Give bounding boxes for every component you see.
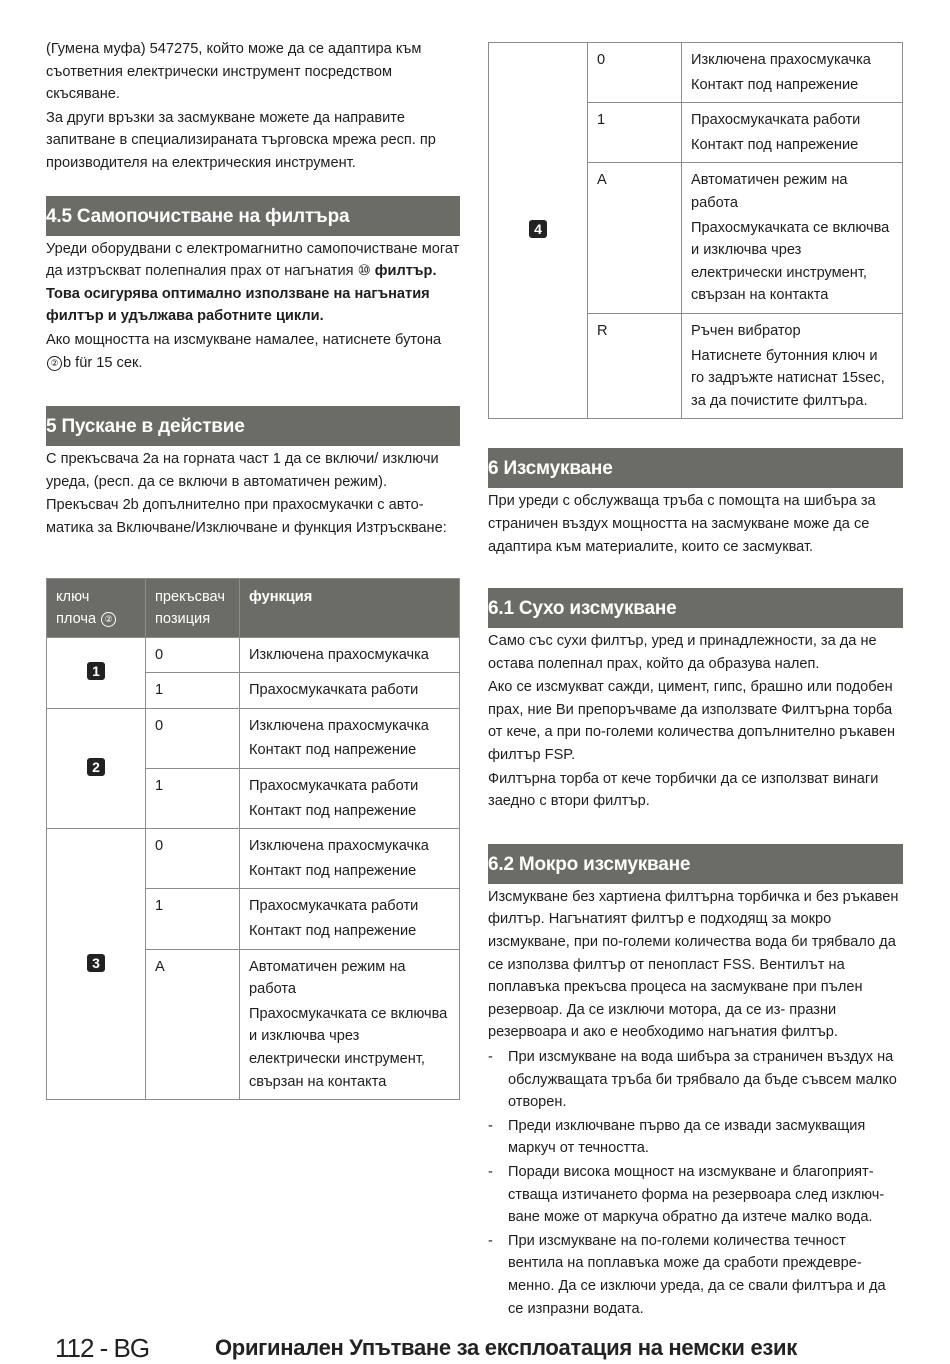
- key-plate-cell: [47, 637, 146, 708]
- function-line: Прахосмукачката работи: [249, 898, 419, 915]
- section-6-1-paragraph-2: Ако се изсмукват сажди, цимент, гипс, брашно или подобен прах, ние Ви препоръчваме да използвате Филтърна торба от кече, а при по-големи количества допълнително ръкавен филтър FSP.: [488, 679, 896, 764]
- section-5-heading: 5 Пускане в действие: [46, 406, 460, 446]
- function-cell: [240, 829, 460, 889]
- function-line: Изключена прахосмукачка: [249, 838, 429, 855]
- switch-position-cell: 1: [146, 673, 240, 709]
- function-line: Ръчен вибратор: [691, 322, 801, 339]
- header-pos-line2: позиция: [155, 611, 211, 628]
- table-row: [489, 43, 903, 103]
- key-plate-badge: 2: [87, 758, 105, 776]
- header-pos-line1: прекъсвач: [155, 588, 225, 605]
- key-plate-badge: 1: [87, 662, 105, 680]
- function-line: Прахосмукачката се включва и изключва чрез електрически инструмент, свързан на контакта: [249, 1005, 448, 1090]
- function-line: Изключена прахосмукачка: [249, 646, 429, 663]
- intro-paragraph-2: За други връзки за засмукване можете да направите запитване в специализираната търговска мрежа респ. пр производителя на електрическия инструмент.: [46, 109, 436, 171]
- header-key-ref: ②: [101, 612, 116, 627]
- filter-ref-number: ⑩: [357, 263, 371, 280]
- section-4-5-text-c: b für 15 сек.: [63, 354, 143, 371]
- section-6-1-heading: 6.1 Сухо изсмукване: [488, 588, 903, 628]
- list-item: - При изсмукване на по-големи количества течност вентила на поплавъка може да сработи преждевре- менно. Да се изключи уреда, да се свали филтъра и да се изпразни водата.: [488, 1230, 903, 1320]
- function-cell: [240, 949, 460, 1100]
- wet-vacuum-bullet-list: [488, 1046, 903, 1320]
- section-6-2-heading: 6.2 Мокро изсмукване: [488, 844, 903, 884]
- switch-position-cell: 0: [146, 637, 240, 673]
- section-6-1-body: [488, 630, 903, 813]
- function-line: Автоматичен режим на работа: [691, 172, 848, 211]
- footer-title: Оригинален Упътване за експлоатация на немски език: [215, 1335, 797, 1360]
- function-line: Прахосмукачката работи: [249, 778, 419, 795]
- switch-position-cell: 0: [588, 43, 682, 103]
- section-5-paragraph-2: Прекъсвач 2b допълнително при прахосмукачки с авто- матика за Включване/Изключване и функция Изтръскване:: [46, 497, 447, 536]
- section-4-5-paragraph-2: [46, 329, 460, 374]
- function-line: Прахосмукачката работи: [691, 112, 861, 129]
- table-header-row: [47, 578, 460, 637]
- key-plate-cell: [47, 829, 146, 1100]
- section-5-body: [46, 448, 460, 539]
- list-item: - При изсмукване на вода шибъра за страничен въздух на обслужващата тръба би трябвало да бъде съвсем малко отворен.: [488, 1046, 903, 1114]
- header-function: функция: [240, 578, 460, 637]
- header-key-plate: [47, 578, 146, 637]
- section-4-5-text-b: Ако мощността на изсмукване намалее, натиснете бутона: [46, 331, 442, 348]
- switch-position-cell: A: [588, 163, 682, 314]
- key-plate-badge: 4: [529, 220, 547, 238]
- function-cell: [682, 313, 903, 418]
- section-6-1-paragraph-3: Филтърна торба от кече торбички да се използват винаги заедно с втори филтър.: [488, 770, 879, 810]
- function-cell: [682, 163, 903, 314]
- switch-position-cell: 1: [588, 103, 682, 163]
- function-line: Контакт под напрежение: [249, 802, 417, 819]
- intro-paragraph-1: (Гумена муфа) 547275, който може да се адаптира към съответния електрически инструмент посредством скъсяване.: [46, 41, 422, 103]
- button-ref-number: ②: [47, 356, 62, 371]
- section-4-5-heading: 4.5 Самопочистване на филтъра: [46, 196, 460, 236]
- function-line: Изключена прахосмукачка: [249, 717, 429, 734]
- section-6-paragraph-1: При уреди с обслужваща тръба с помощта на шибъра за страничен въздух мощността на засмукване може да се адаптира към материалите, които се засмукват.: [488, 493, 876, 555]
- function-line: Натиснете бутонния ключ и го задръжте натиснат 15sec, за да почистите филтъра.: [691, 347, 885, 409]
- function-cell: [682, 43, 903, 103]
- switch-position-cell: A: [146, 949, 240, 1100]
- function-line: Контакт под напрежение: [249, 862, 417, 879]
- table-row: [47, 708, 460, 768]
- list-item: - Поради висока мощност на изсмукване и благоприят- стваща изтичането форма на резервоара след изключ- ване може от маркуча обратно да изтече малко вода.: [488, 1161, 903, 1229]
- page-footer: [55, 1330, 915, 1364]
- right-column: [488, 42, 903, 1321]
- table-body: [47, 637, 460, 1100]
- switch-position-cell: 0: [146, 829, 240, 889]
- page-number: 112 - BG: [55, 1333, 150, 1363]
- function-cell: [240, 637, 460, 673]
- function-line: Контакт под напрежение: [249, 742, 417, 759]
- function-cell: [682, 103, 903, 163]
- list-item: - Преди изключване първо да се извади засмукващия маркуч от течността.: [488, 1115, 903, 1160]
- function-cell: [240, 769, 460, 829]
- table-row: [47, 637, 460, 673]
- section-4-5-text-a: Уреди оборудвани с електромагнитно самопочистване могат да изтръскват полепналия прах от нагънатия: [46, 240, 460, 280]
- header-switch-position: [146, 578, 240, 637]
- section-6-2-paragraph-1: Изсмукване без хартиена филтърна торбичка и без ръкавен филтър. Нагънатият филтър е подходящ за мокро изсмукване, при по-големи количества вода би трябвало да се използва филтър от пенопласт FSS. Вентилът на поплавъка прекъсва процеса на засмукване при пълен резервоар. Да се изключи мотора, да се из- празни резервоара и ако е необходимо нагънатия филтър.: [488, 888, 899, 1041]
- table-body-continued: [489, 43, 903, 419]
- section-5-paragraph-1: С прекъсвача 2a на горната част 1 да се включи/ изключи уреда, (респ. да се включи в автоматичен режим).: [46, 451, 439, 490]
- function-cell: [240, 673, 460, 709]
- section-6-body: [488, 490, 903, 558]
- key-plate-badge: 3: [87, 954, 105, 972]
- switch-position-cell: 1: [146, 889, 240, 949]
- function-cell: [240, 708, 460, 768]
- function-line: Контакт под напрежение: [249, 923, 417, 940]
- function-line: Прахосмукачката се включва и изключва чрез електрически инструмент, свързан на контакта: [691, 219, 890, 304]
- function-line: Контакт под напрежение: [691, 136, 859, 153]
- section-6-2-body: [488, 886, 903, 1320]
- function-line: Изключена прахосмукачка: [691, 52, 871, 68]
- table-row: [47, 829, 460, 889]
- switch-function-table: [46, 578, 460, 1101]
- switch-position-cell: 0: [146, 708, 240, 768]
- section-4-5-paragraph-1: [46, 238, 460, 328]
- section-6-1-paragraph-1: Само със сухи филтър, уред и принадлежности, за да не остава полепнал прах, който да образува налеп.: [488, 633, 877, 672]
- switch-position-cell: 1: [146, 769, 240, 829]
- function-line: Автоматичен режим на работа: [249, 958, 406, 998]
- left-column: [46, 38, 460, 1100]
- function-line: Контакт под напрежение: [691, 76, 859, 93]
- switch-function-table-continued: [488, 42, 903, 419]
- section-6-heading: 6 Изсмукване: [488, 448, 903, 488]
- function-cell: [240, 889, 460, 949]
- section-4-5-text-bold: филтър. Това осигурява оптимално използване на нагънатия филтър и удължава работните цикли.: [46, 263, 437, 325]
- key-plate-cell: [47, 708, 146, 828]
- section-4-5-body: [46, 238, 460, 375]
- key-plate-cell: [489, 43, 588, 419]
- header-key-line1: ключ: [56, 588, 90, 605]
- switch-position-cell: R: [588, 313, 682, 418]
- function-line: Прахосмукачката работи: [249, 682, 419, 699]
- header-key-line2: плоча: [56, 611, 97, 628]
